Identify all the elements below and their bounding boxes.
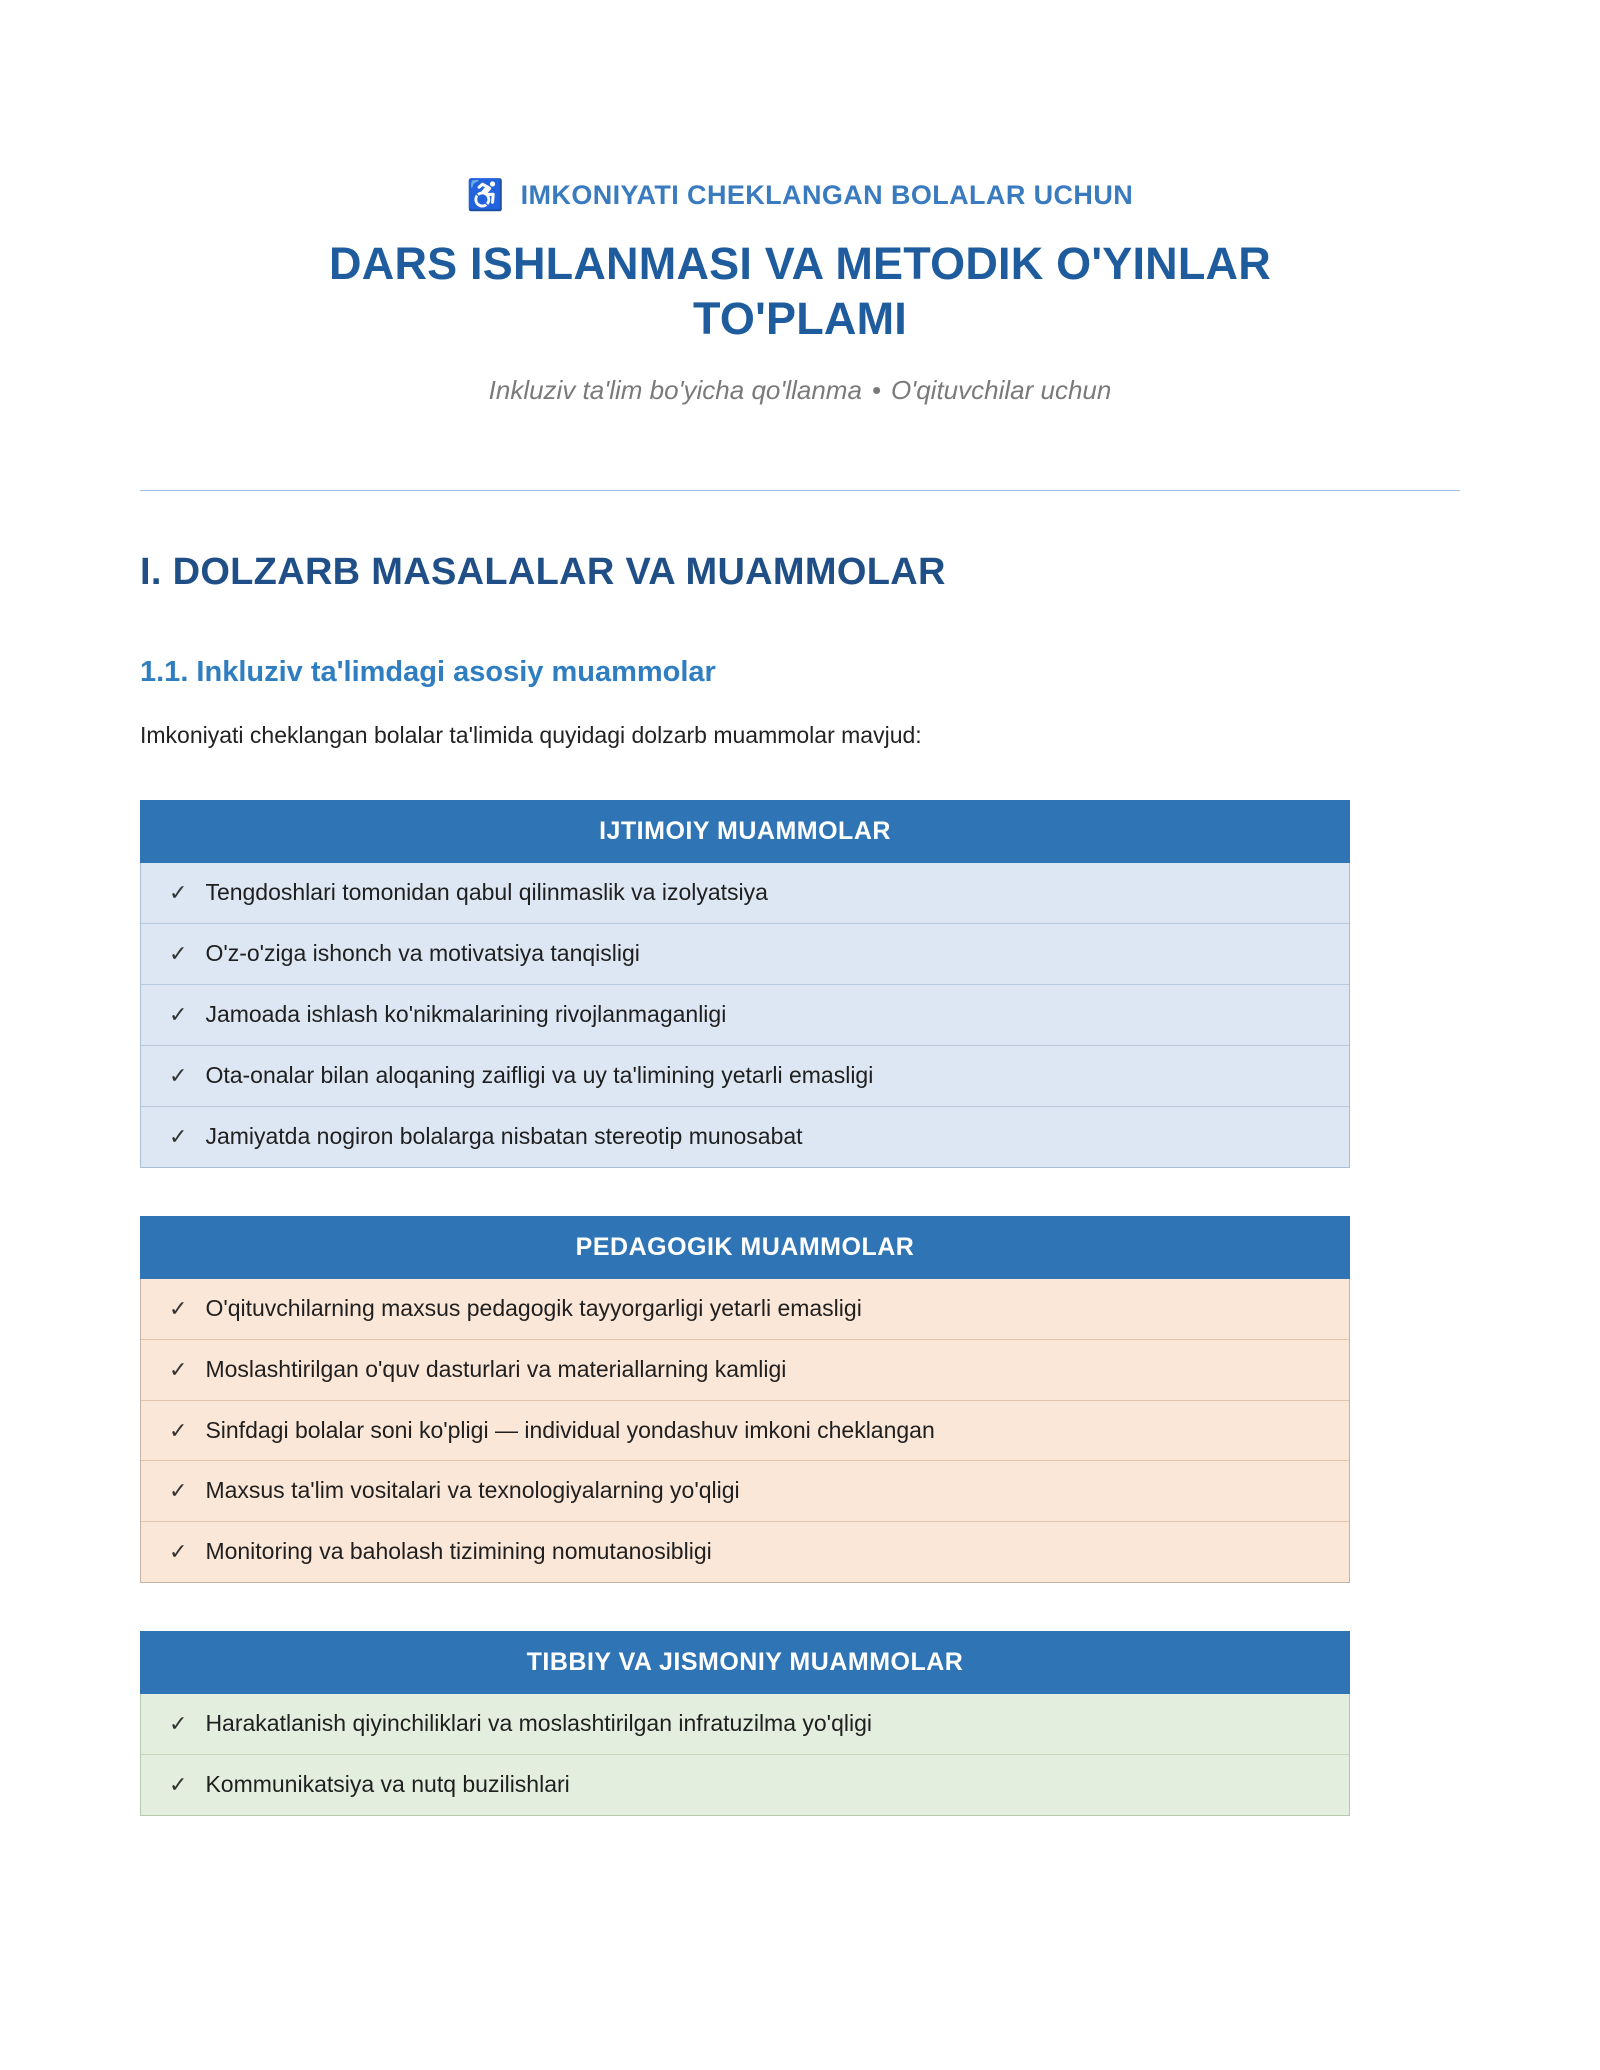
wheelchair-icon: ♿ [466,178,505,212]
document-header [140,180,1460,491]
list-item [141,1461,1349,1522]
list-item [141,1046,1349,1107]
list-item [141,985,1349,1046]
list-item [141,1107,1349,1167]
intro-paragraph: Imkoniyati cheklangan bolalar ta'limida quyidagi dolzarb muammolar mavjud: [140,721,922,748]
check-icon: ✓ [169,1711,188,1737]
list-item-label: Kommunikatsiya va nutq buzilishlari [205,1771,570,1798]
check-icon: ✓ [169,1478,188,1504]
check-icon: ✓ [169,1539,188,1565]
check-icon: ✓ [169,880,188,906]
list-item [141,924,1349,985]
list-item-label: O'z-o'ziga ishonch va motivatsiya tanqisligi [205,940,640,967]
check-icon: ✓ [169,1295,188,1321]
check-icon: ✓ [169,1062,188,1088]
subsection-title: 1.1. Inkluziv ta'limdagi asosiy muammolar [140,655,716,688]
check-icon: ✓ [169,1123,188,1149]
document-eyebrow [140,180,1460,211]
list-item [141,1401,1349,1462]
list-item-label: Moslashtirilgan o'quv dasturlari va materiallarning kamligi [205,1355,787,1382]
block-list [140,1279,1350,1583]
list-item-label: Ota-onalar bilan aloqaning zaifligi va uy ta'limining yetarli emasligi [205,1061,874,1088]
eyebrow-text: IMKONIYATI CHEKLANGAN BOLALAR UCHUN [520,180,1134,210]
subtitle-separator: • [871,374,882,405]
page-title: DARS ISHLANMASI VA METODIK O'YINLAR TO'PLAMI [329,238,1271,344]
list-item [141,1755,1349,1815]
list-item [141,1522,1349,1582]
problem-block-pedagogic [140,1216,1350,1583]
block-heading: TIBBIY VA JISMONIY MUAMMOLAR [140,1631,1350,1694]
check-icon: ✓ [169,1417,188,1443]
list-item-label: Jamoada ishlash ko'nikmalarining rivojlanmaganligi [205,1001,727,1028]
subtitle-left: Inkluziv ta'lim bo'yicha qo'llanma [488,374,862,405]
header-divider [140,490,1460,491]
list-item [141,1279,1349,1340]
problem-block-medical [140,1631,1350,1816]
list-item-label: Harakatlanish qiyinchiliklari va moslashtirilgan infratuzilma yo'qligi [205,1710,872,1737]
list-item [141,1340,1349,1401]
subtitle-right: O'qituvchilar uchun [891,374,1112,405]
block-heading: IJTIMOIY MUAMMOLAR [140,800,1350,863]
check-icon: ✓ [169,1772,188,1798]
block-heading: PEDAGOGIK MUAMMOLAR [140,1216,1350,1279]
list-item-label: Monitoring va baholash tizimining nomutanosibligi [205,1538,712,1565]
check-icon: ✓ [169,1356,188,1382]
section-title: I. DOLZARB MASALALAR VA MUAMMOLAR [140,550,946,593]
problem-block-social [140,800,1350,1167]
list-item-label: Sinfdagi bolalar soni ko'pligi — individual yondashuv imkoni cheklangan [205,1416,935,1443]
list-item [141,863,1349,924]
document-subtitle [140,375,1460,406]
check-icon: ✓ [169,1002,188,1028]
list-item-label: Jamiyatda nogiron bolalarga nisbatan stereotip munosabat [205,1122,803,1149]
list-item [141,1694,1349,1755]
list-item-label: O'qituvchilarning maxsus pedagogik tayyorgarligi yetarli emasligi [205,1294,862,1321]
check-icon: ✓ [169,941,188,967]
block-list [140,1694,1350,1816]
list-item-label: Maxsus ta'lim vositalari va texnologiyalarning yo'qligi [205,1477,740,1504]
block-list [140,863,1350,1167]
list-item-label: Tengdoshlari tomonidan qabul qilinmaslik va izolyatsiya [205,879,768,906]
